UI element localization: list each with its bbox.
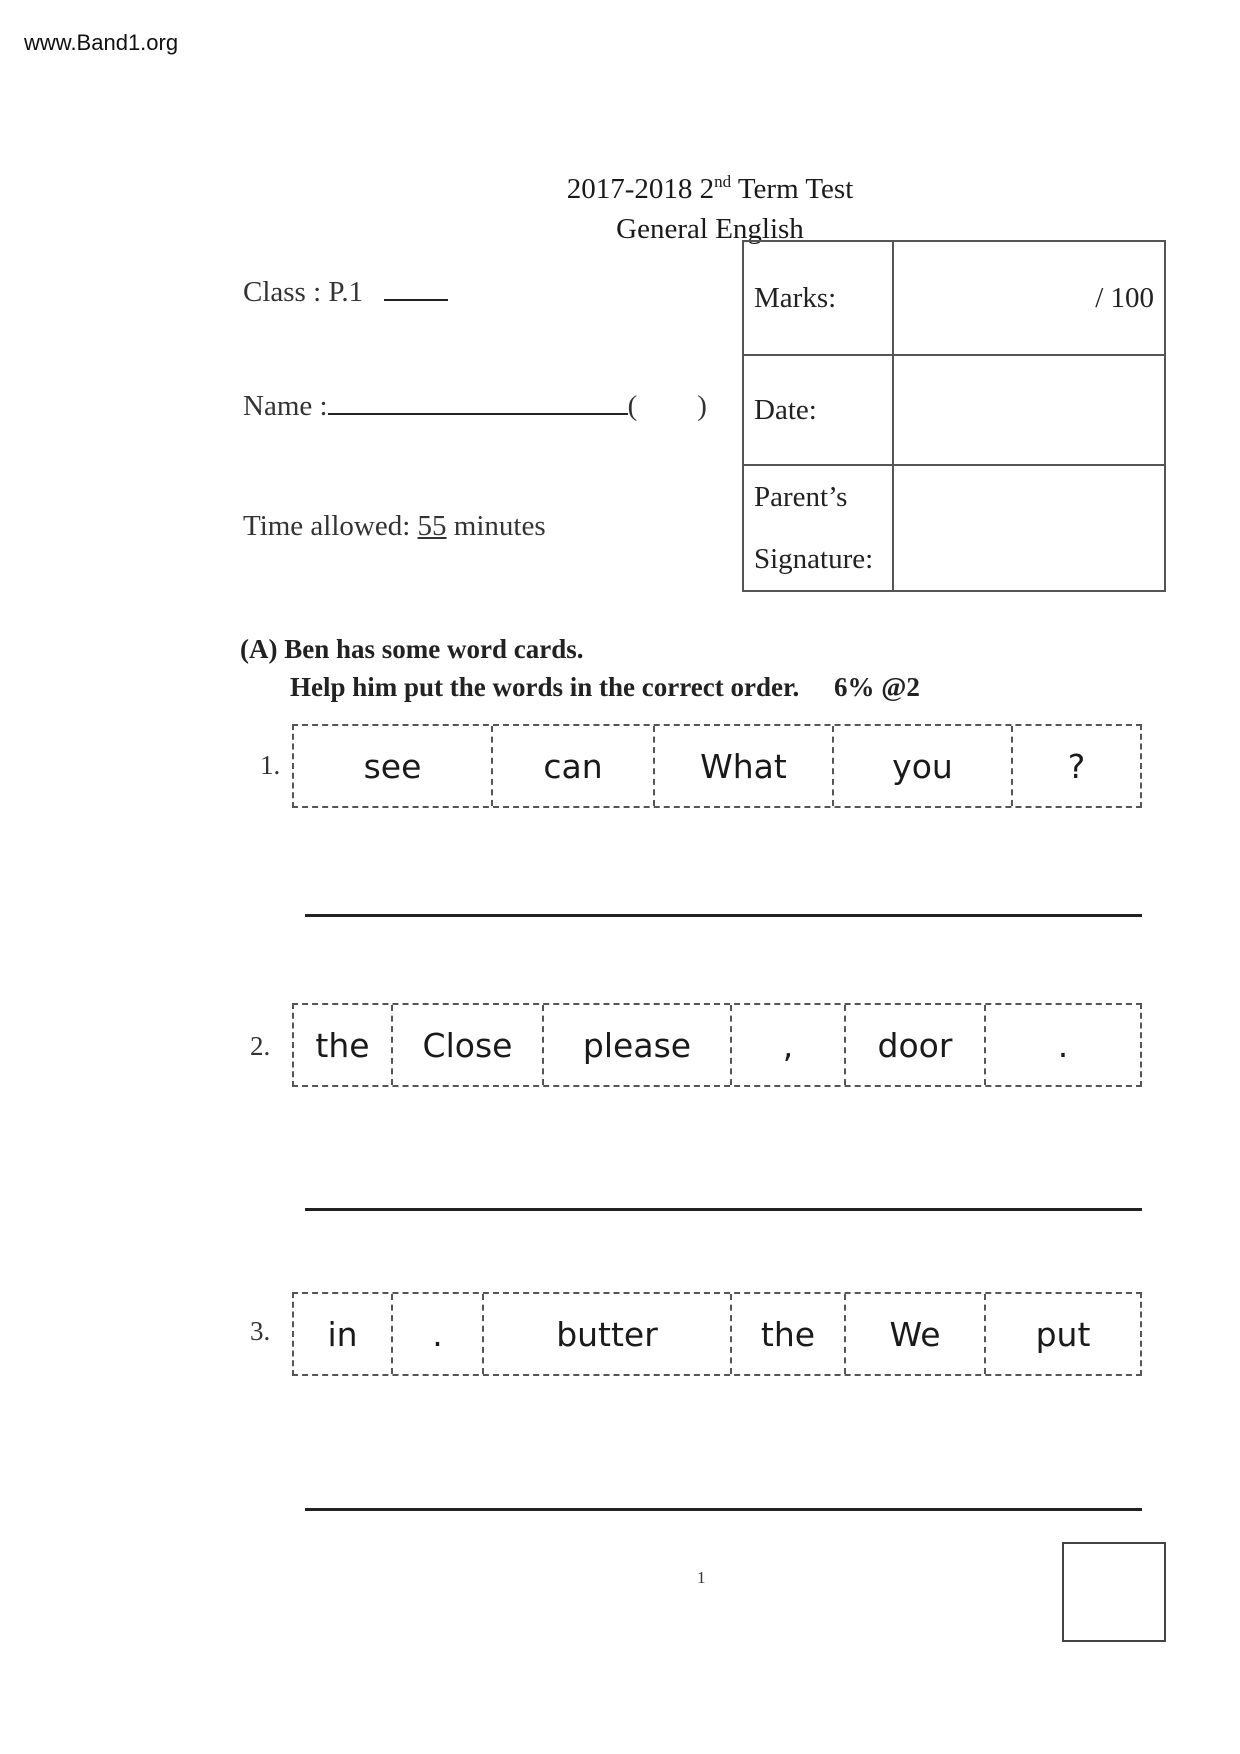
date-cell[interactable] <box>893 355 1165 465</box>
parent-signature-label <box>743 465 893 591</box>
parent-label-line1: Parent’s <box>754 481 848 513</box>
date-label: Date: <box>743 355 893 465</box>
class-label: Class : P.1 <box>243 276 364 308</box>
word-card[interactable]: the <box>294 1005 393 1085</box>
answer-line[interactable] <box>305 1208 1142 1211</box>
marks-label: Marks: <box>743 241 893 355</box>
section-a-heading: (A) Ben has some word cards. <box>240 634 584 664</box>
time-value: 55 <box>417 510 447 542</box>
section-marks: 6% @2 <box>833 672 920 702</box>
question-number: 3. <box>250 1316 271 1346</box>
marks-total-cell[interactable] <box>893 241 1165 355</box>
signature-cell[interactable] <box>893 465 1165 591</box>
section-a-instruction <box>290 672 920 703</box>
word-card[interactable]: . <box>1057 1025 1069 1065</box>
name-blank[interactable] <box>328 391 628 415</box>
question-number: 1. <box>260 750 281 780</box>
word-card[interactable]: you <box>834 726 1013 806</box>
word-card-row <box>292 1003 1142 1087</box>
title-superscript: nd <box>714 172 732 191</box>
title-line <box>0 162 1240 209</box>
class-field <box>243 276 448 309</box>
page-number: 1 <box>697 1568 706 1587</box>
word-card[interactable]: We <box>846 1294 986 1374</box>
word-card-row <box>292 1292 1142 1376</box>
word-card[interactable]: . <box>393 1294 484 1374</box>
time-unit: minutes <box>453 510 546 542</box>
class-blank[interactable] <box>384 277 448 301</box>
word-card[interactable]: , <box>732 1005 846 1085</box>
time-allowed <box>243 510 546 543</box>
word-card-row <box>292 724 1142 808</box>
title-prefix: 2017-2018 2 <box>566 173 715 205</box>
name-field <box>243 390 707 423</box>
word-card[interactable]: see <box>294 726 493 806</box>
page-title <box>0 162 1240 249</box>
answer-line[interactable] <box>305 1508 1142 1511</box>
word-card[interactable]: door <box>846 1005 986 1085</box>
score-box[interactable] <box>1062 1542 1166 1642</box>
word-card[interactable]: can <box>493 726 655 806</box>
site-label: www.Band1.org <box>24 30 179 55</box>
word-card[interactable]: ? <box>1067 746 1086 786</box>
time-label: Time allowed: <box>243 510 411 542</box>
word-card[interactable]: put <box>1035 1314 1091 1354</box>
word-card[interactable]: please <box>544 1005 732 1085</box>
class-number-close: ) <box>697 390 707 422</box>
answer-line[interactable] <box>305 914 1142 917</box>
question-number: 2. <box>250 1031 271 1061</box>
title-suffix: Term Test <box>731 173 854 205</box>
word-card[interactable]: in <box>294 1294 393 1374</box>
word-card[interactable]: butter <box>484 1294 732 1374</box>
marks-total: / 100 <box>1095 281 1154 314</box>
class-number-open: ( <box>627 390 638 422</box>
word-card[interactable]: the <box>732 1294 846 1374</box>
parent-label-line2: Signature: <box>754 543 874 575</box>
word-card[interactable]: What <box>655 726 834 806</box>
instruction-text: Help him put the words in the correct order. <box>290 672 800 702</box>
name-label: Name : <box>243 390 328 422</box>
marks-date-signature-table <box>742 240 1166 592</box>
subject-title: General English <box>616 213 804 245</box>
word-card[interactable]: Close <box>393 1005 544 1085</box>
